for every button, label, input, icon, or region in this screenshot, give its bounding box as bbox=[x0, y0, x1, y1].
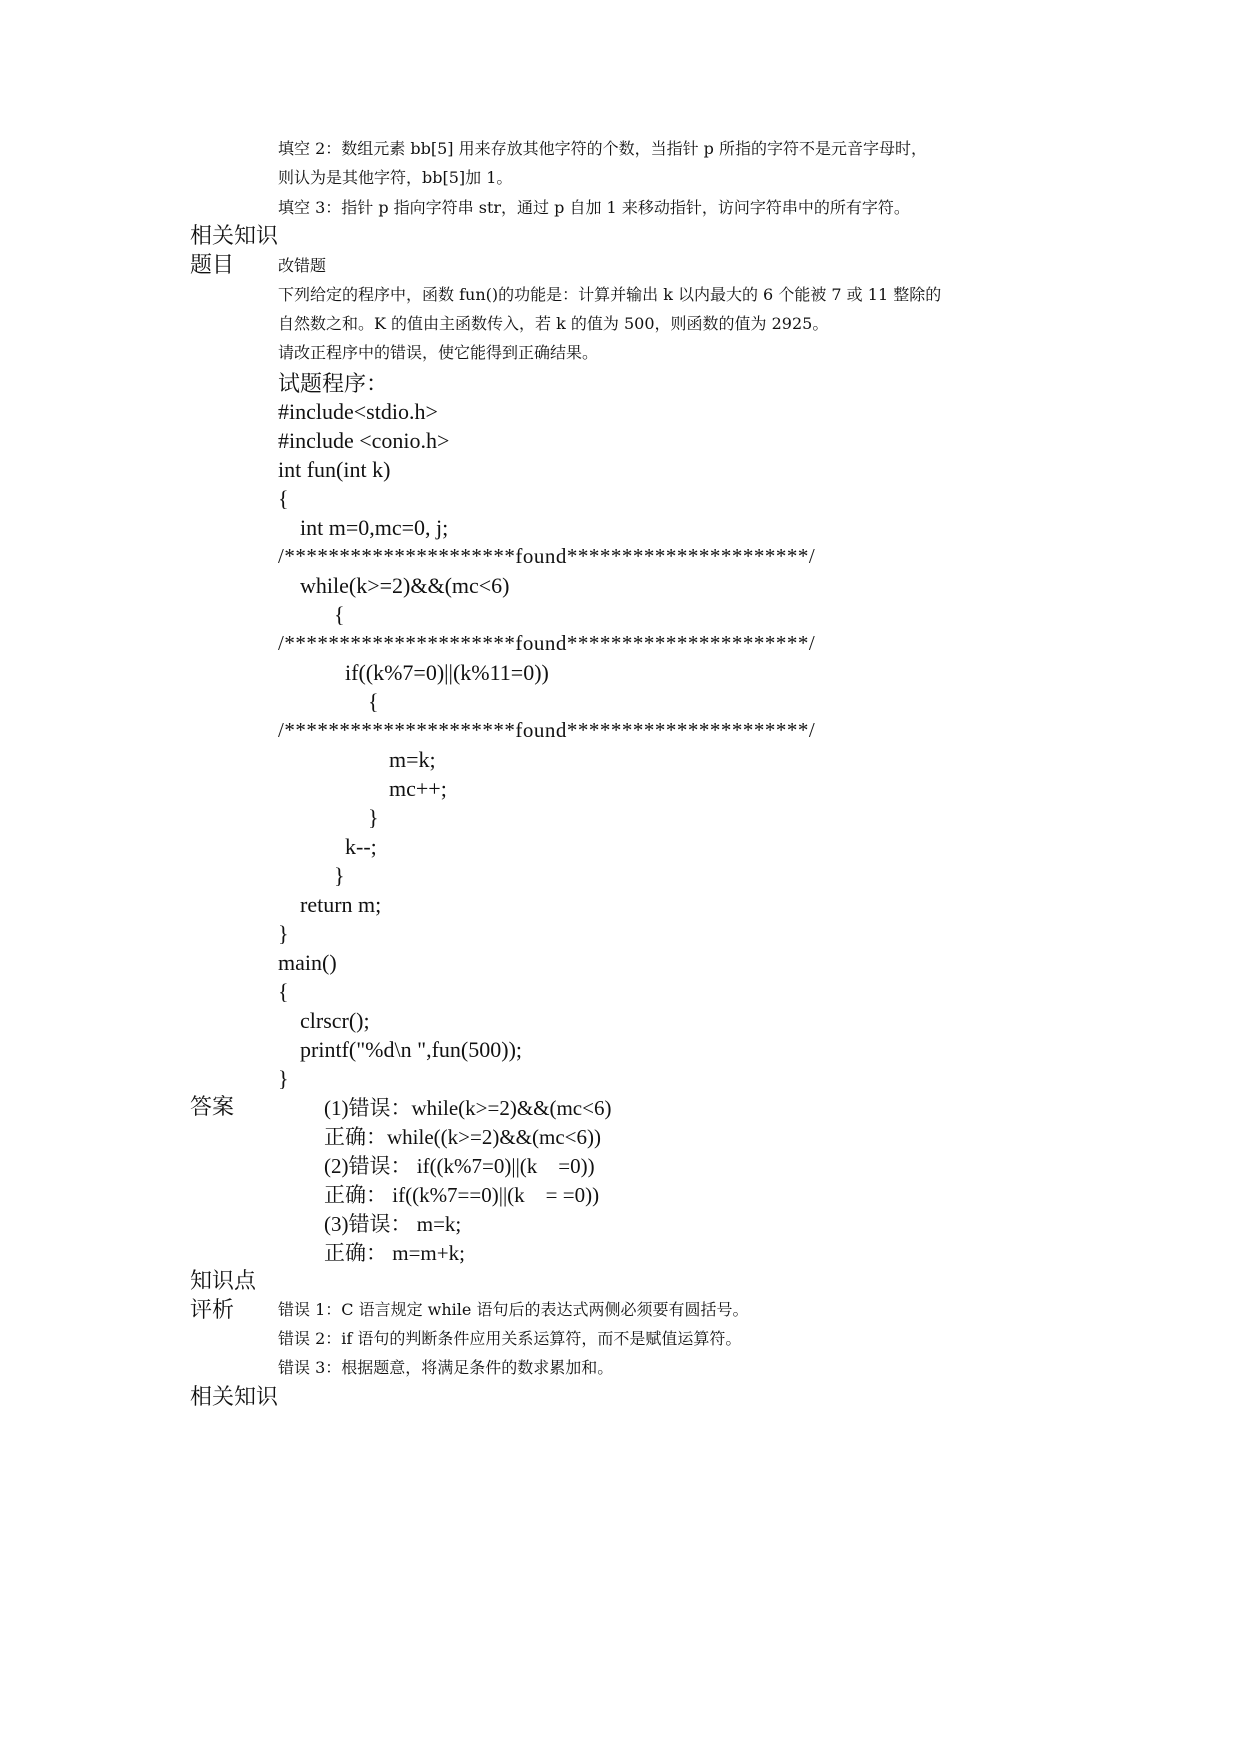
blank2-note-line1: 填空 2：数组元素 bb[5] 用来存放其他字符的个数，当指针 p 所指的字符不是元音字母时， bbox=[278, 139, 928, 158]
code-line: if((k%7=0)||(k%11=0)) bbox=[345, 660, 549, 685]
code-line: } bbox=[278, 921, 289, 946]
code-line: { bbox=[278, 979, 289, 1004]
code-line: { bbox=[334, 602, 345, 627]
code-line: #include<stdio.h> bbox=[278, 399, 438, 424]
code-line: int fun(int k) bbox=[278, 457, 391, 482]
code-line: mc++; bbox=[389, 776, 447, 801]
code-line: { bbox=[278, 486, 289, 511]
code-line: return m; bbox=[300, 892, 382, 917]
question-desc-line1: 下列给定的程序中，函数 fun()的功能是：计算并输出 k 以内最大的 6 个能被 7 或 11 整除的 bbox=[278, 285, 942, 304]
found-marker: /*********************found**********************/ bbox=[278, 544, 816, 568]
answer-line: 正确：while((k>=2)&&(mc<6)) bbox=[324, 1125, 601, 1149]
question-type: 改错题 bbox=[278, 256, 327, 275]
answer-line: 正确： m=m+k; bbox=[324, 1241, 465, 1265]
label-knowledge-point: 知识点 bbox=[190, 1269, 257, 1294]
code-line: } bbox=[368, 805, 379, 830]
code-line: } bbox=[334, 863, 345, 888]
blank2-note-line2: 则认为是其他字符，bb[5]加 1。 bbox=[278, 168, 513, 187]
answer-line: 正确： if((k%7==0)||(k = =0)) bbox=[324, 1183, 600, 1207]
analysis-line: 错误 1：C 语言规定 while 语句后的表达式两侧必须要有圆括号。 bbox=[278, 1300, 749, 1319]
code-line: { bbox=[368, 689, 379, 714]
label-analysis: 评析 bbox=[190, 1298, 235, 1323]
label-answer: 答案 bbox=[190, 1095, 235, 1120]
question-desc-line2: 自然数之和。K 的值由主函数传入，若 k 的值为 500，则函数的值为 2925。 bbox=[278, 314, 829, 333]
code-line: clrscr(); bbox=[300, 1008, 370, 1033]
code-line: m=k; bbox=[389, 747, 436, 772]
found-marker: /*********************found**********************/ bbox=[278, 718, 816, 742]
answer-line: (3)错误： m=k; bbox=[324, 1212, 462, 1236]
label-question: 题目 bbox=[190, 253, 235, 278]
label-related-knowledge-2: 相关知识 bbox=[190, 1385, 279, 1410]
code-line: main() bbox=[278, 950, 337, 975]
code-line: } bbox=[278, 1066, 289, 1091]
code-line: #include <conio.h> bbox=[278, 428, 450, 453]
code-line: int m=0,mc=0, j; bbox=[300, 515, 449, 540]
label-related-knowledge: 相关知识 bbox=[190, 224, 279, 249]
code-line: k--; bbox=[345, 834, 377, 859]
code-line: while(k>=2)&&(mc<6) bbox=[300, 573, 510, 598]
blank3-note: 填空 3：指针 p 指向字符串 str，通过 p 自加 1 来移动指针，访问字符串中的所有字符。 bbox=[278, 198, 910, 217]
analysis-line: 错误 3：根据题意，将满足条件的数求累加和。 bbox=[278, 1358, 614, 1377]
answer-line: (1)错误：while(k>=2)&&(mc<6) bbox=[324, 1096, 612, 1120]
answer-line: (2)错误： if((k%7=0)||(k =0)) bbox=[324, 1154, 595, 1178]
program-title: 试题程序： bbox=[278, 371, 389, 396]
analysis-line: 错误 2：if 语句的判断条件应用关系运算符，而不是赋值运算符。 bbox=[278, 1329, 742, 1348]
code-line: printf("%d\n ",fun(500)); bbox=[300, 1037, 523, 1062]
found-marker: /*********************found**********************/ bbox=[278, 631, 816, 655]
question-desc-line3: 请改正程序中的错误，使它能得到正确结果。 bbox=[278, 343, 599, 362]
